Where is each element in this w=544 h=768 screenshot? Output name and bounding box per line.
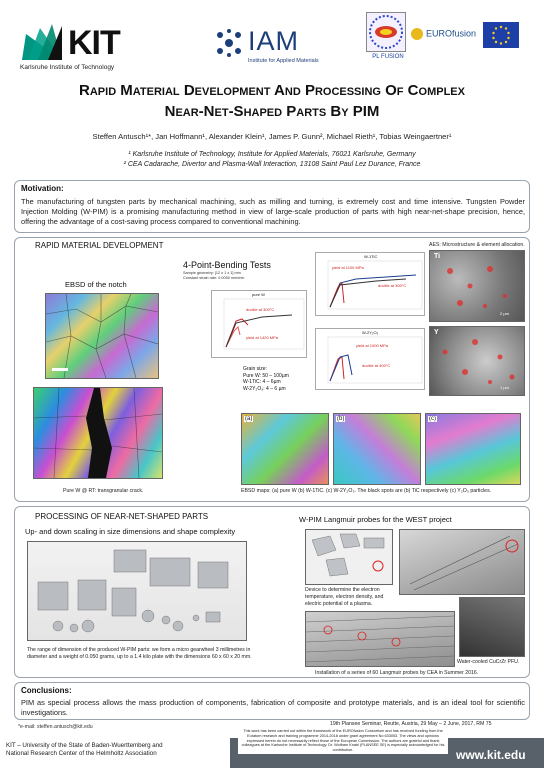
aes-ti-image xyxy=(429,250,525,322)
ebsd-label-c: (c) xyxy=(429,416,436,422)
ebsd-map-a xyxy=(241,413,329,485)
ti-label: Ti xyxy=(434,253,441,260)
grain-size-title: Grain size: xyxy=(243,366,267,372)
pure-w-chart-title: pure W xyxy=(252,292,265,297)
w2y-yield-note: yield at 1000 MPa xyxy=(356,343,389,348)
poster-title xyxy=(20,80,524,122)
processing-heading: PROCESSING OF NEAR-NET-SHAPED PARTS xyxy=(31,512,212,521)
bending-strain-rate: Constant strain rate: 0.0050 mm/min xyxy=(183,276,245,280)
range-caption: The range of dimension of the produced W-PIM parts: we form a micro gearwheel 3 millimetres in diameter and a weight of 0.050 grams, up to a 1.4 kilo plate with the dimensions 60 x 60 x 20 mm. xyxy=(27,647,252,660)
bending-geometry: Sample geometry: [12 x 1 x 1] mm xyxy=(183,271,241,275)
eurofusion-wordmark: EUROfusion xyxy=(426,28,477,39)
kit-footer-line-2: National Research Center of the Helmholtz Association xyxy=(6,750,157,757)
affiliation-1: ¹ Karlsruhe Institute of Technology, Institute for Applied Materials, 76021 Karlsruhe, Germany xyxy=(128,151,416,158)
scaling-subheading: Up- and down scaling in size dimensions and shape complexity xyxy=(25,527,236,536)
bending-title: 4-Point-Bending Tests xyxy=(183,260,271,270)
author-list: Steffen Antusch¹*, Jan Hoffmann¹, Alexander Klein¹, James P. Gunn², Michael Rieth¹, Tobias Weingaertner¹ xyxy=(92,132,452,141)
pfu-highlight-icon xyxy=(506,540,518,552)
affiliation-2: ² CEA Cadarache, Divertor and Plasma-Wall Interaction, 13108 Saint Paul Lez Durance, France xyxy=(123,161,421,168)
rmd-heading: RAPID MATERIAL DEVELOPMENT xyxy=(31,241,167,250)
funding-note: This work has been carried out within the framework of the EUROfusion Consortium and has received funding from the Euratom research and training programme 2014-2018 under grant agreement No 633053. The views and opinions expressed herein do not necessarily reflect those of the European Commission. The authors are grateful and thank colleagues at the Karlsruhe Institute of Technology. Dr. Wolfram Knabl (PLANSEE SE) is especially acknowledged for his contribution. xyxy=(238,728,448,754)
kit-fan-icon xyxy=(18,22,66,62)
grain-size-w: Pure W: 50 – 100µm xyxy=(243,372,289,379)
installation-caption: Installation of a series of 60 Langmuir probes by CEA in Summer 2016. xyxy=(315,670,479,676)
pim-parts-photo xyxy=(27,541,247,641)
grain-size-list xyxy=(243,366,289,392)
installation-photo xyxy=(305,611,455,667)
kit-wordmark: KIT xyxy=(68,24,120,62)
pure-w-caption: Pure W @ RT: transgranular crack. xyxy=(63,488,144,494)
kit-subtitle: Karlsruhe Institute of Technology xyxy=(20,64,115,71)
w2y-chart-title: W-2Y₂O₃ xyxy=(362,330,379,335)
scale-bar-ti: 2 µm xyxy=(500,311,509,316)
aes-y-image xyxy=(429,326,525,396)
kit-footer-text xyxy=(6,742,236,758)
title-line-1: Rapid Material Development And Processing Of Complex xyxy=(79,82,465,99)
ebsd-map-b xyxy=(333,413,421,485)
ebsd-notch-label: EBSD of the notch xyxy=(65,280,127,289)
conclusions-section xyxy=(14,682,530,720)
motivation-section xyxy=(14,180,530,233)
aes-caption: AES: Microstructure & element allocation. xyxy=(429,242,525,248)
ebsd-label-b: (b) xyxy=(337,416,345,422)
probe-highlight-icon xyxy=(373,561,383,571)
rapid-material-section xyxy=(14,237,530,502)
cucrzr-pfu-photo xyxy=(459,597,525,657)
cucrzr-caption: Water-cooled CuCrZr PFU. xyxy=(457,659,520,665)
pl-fusion-label: PL FUSION xyxy=(372,54,404,60)
conclusions-text: PIM as special process allows the mass production of components, fabrication of composite and prototype materials, and is an ideal tool for scientific investigations. xyxy=(21,698,525,717)
pure-w-chart xyxy=(211,290,307,358)
motivation-text: The manufacturing of tungsten parts by mechanical machining, such as milling and turning, is extremely cost and time intensive. Tungsten Powder Injection Molding (W-PIM) is a promising manufacturing method in view of large-scale production of parts with high near-net-shape precision, hence, offering the advantage of a cost-saving process compared to conventional machining. xyxy=(21,197,525,226)
affiliations xyxy=(20,150,524,170)
iam-molecule-icon xyxy=(214,28,244,58)
pure-w-ductile-note: ductile at 300°C xyxy=(246,307,275,312)
kit-url: www.kit.edu xyxy=(456,748,526,762)
w2y-ductile-note: ductile at 400°C xyxy=(362,363,391,368)
langmuir-probe-photo xyxy=(305,529,393,585)
seminar-info: 19th Plansee Seminar, Reutte, Austria, 29 May – 2 June, 2017, RM 75 xyxy=(330,721,492,727)
eu-flag-icon xyxy=(483,22,519,48)
contact-email: *e-mail: steffen.antusch@kit.edu xyxy=(18,724,93,730)
ebsd-caption: EBSD maps: (a) pure W (b) W-1TiC. (c) W-2Y₂O₃. The black spots are (b) TiC respectively (c) Y₂O₃ particles. xyxy=(241,488,492,494)
w1tic-yield-note: yield at 1100 MPa xyxy=(332,265,364,270)
pl-fusion-icon xyxy=(367,13,405,51)
grain-size-y: W-2Y₂O₃: 4 – 6 µm xyxy=(243,385,286,392)
eurofusion-swirl-icon xyxy=(411,28,423,40)
w1tic-ductile-note: ductile at 300°C xyxy=(378,283,407,288)
eurofusion-logo xyxy=(411,28,477,44)
ebsd-crack-map xyxy=(33,387,163,479)
iam-subtitle: Institute for Applied Materials xyxy=(248,58,319,64)
w1tic-chart-title: W-1TiC xyxy=(364,254,378,259)
scale-bar-y: 1 µm xyxy=(500,385,509,390)
langmuir-title: W-PIM Langmuir probes for the WEST project xyxy=(299,515,452,524)
iam-wordmark: IAM xyxy=(248,26,300,56)
pl-fusion-logo xyxy=(366,12,406,52)
device-caption: Device to determine the electron temperature, electron density, and electric potential of a plasma. xyxy=(305,587,384,607)
processing-section xyxy=(14,506,530,678)
title-line-2: Near-Net-Shaped Parts By PIM xyxy=(164,103,380,120)
conclusions-label: Conclusions: xyxy=(21,686,72,695)
ebsd-grain-map-top xyxy=(45,293,159,379)
ebsd-label-a: (a) xyxy=(245,416,253,422)
pure-w-curve-300 xyxy=(226,315,292,347)
ebsd-map-c xyxy=(425,413,521,485)
pfu-photo xyxy=(399,529,525,595)
w2y-chart xyxy=(315,328,425,390)
w1tic-chart xyxy=(315,252,425,316)
pure-w-yield-note: yield at 1420 MPa xyxy=(246,335,279,340)
grain-size-tic: W-1TiC: 4 – 6µm xyxy=(243,379,281,385)
y-label: Y xyxy=(434,329,439,336)
kit-logo xyxy=(18,18,138,76)
iam-logo xyxy=(214,26,324,70)
motivation-label: Motivation: xyxy=(21,184,64,193)
kit-footer-line-1: KIT – University of the State of Baden-Wuerttemberg and xyxy=(6,742,163,749)
